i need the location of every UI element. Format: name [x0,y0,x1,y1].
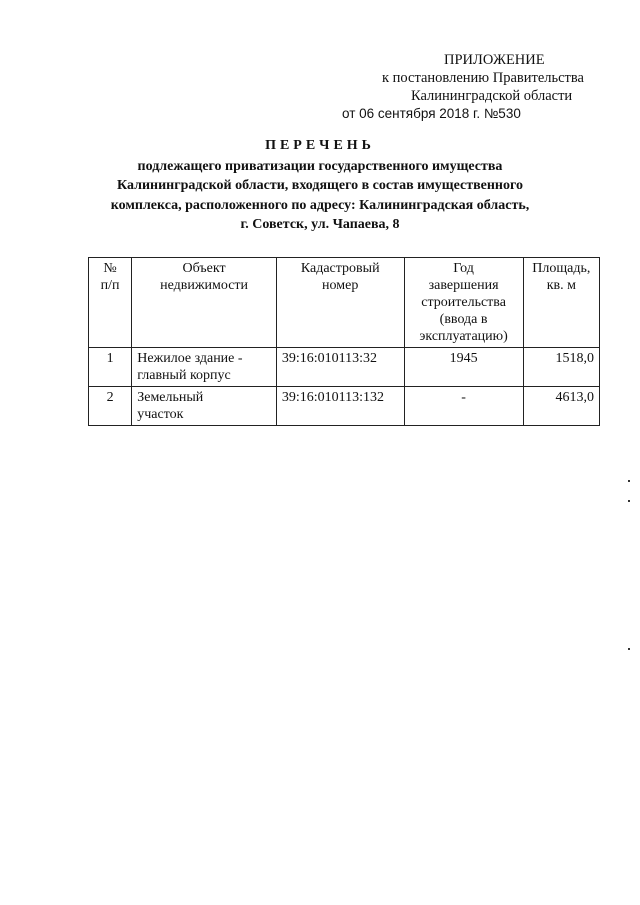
row-num: 1 [89,348,132,387]
row-object-line: Нежилое здание - [137,351,243,366]
header-area-line: кв. м [546,278,576,293]
appendix-header [340,51,600,123]
document-title [90,136,550,235]
title-main: ПЕРЕЧЕНЬ [265,138,375,153]
row-area: 4613,0 [523,387,599,426]
row-object-line: участок [137,407,184,422]
row-year: 1945 [404,348,523,387]
row-cadastral: 39:16:010113:32 [276,348,404,387]
header-year [404,258,523,348]
property-table [88,257,600,426]
table-header-row [89,258,600,348]
header-area [523,258,599,348]
header-num-line: п/п [100,278,120,293]
row-num: 2 [89,387,132,426]
appendix-label: ПРИЛОЖЕНИЕ [444,52,545,68]
title-line-2: Калининградской области, входящего в состав имущественного [117,178,523,193]
header-num [89,258,132,348]
header-year-line: эксплуатацию) [419,329,508,344]
region-name: Калининградской области [411,88,573,104]
header-object-line: недвижимости [160,278,249,293]
header-num-line: № [103,261,117,276]
resolution-date-number: от 06 сентября 2018 г. №530 [342,106,521,121]
table-row [89,348,600,387]
header-area-line: Площадь, [532,261,591,276]
header-year-line: Год [453,261,474,276]
row-object [132,387,277,426]
row-object-line: Земельный [137,390,204,405]
header-object-line: Объект [182,261,226,276]
header-year-line: завершения [428,278,499,293]
resolution-reference: к постановлению Правительства [382,70,584,86]
title-line-1: подлежащего приватизации государственного имущества [137,158,503,174]
row-object-line: главный корпус [137,368,231,383]
row-cadastral: 39:16:010113:132 [276,387,404,426]
table-row [89,387,600,426]
header-object [132,258,277,348]
header-year-line: строительства [421,295,506,310]
row-object [132,348,277,387]
row-area: 1518,0 [523,348,599,387]
header-cadastral-line: номер [322,278,359,293]
title-line-3: комплекса, расположенного по адресу: Калининградская область, [110,197,530,213]
header-cadastral [276,258,404,348]
row-year: - [404,387,523,426]
scan-speck [628,648,630,650]
header-year-line: (ввода в [439,312,488,327]
scan-speck [628,480,630,482]
scan-speck [628,500,630,502]
title-line-4: г. Советск, ул. Чапаева, 8 [240,217,400,232]
header-cadastral-line: Кадастровый [300,261,380,276]
